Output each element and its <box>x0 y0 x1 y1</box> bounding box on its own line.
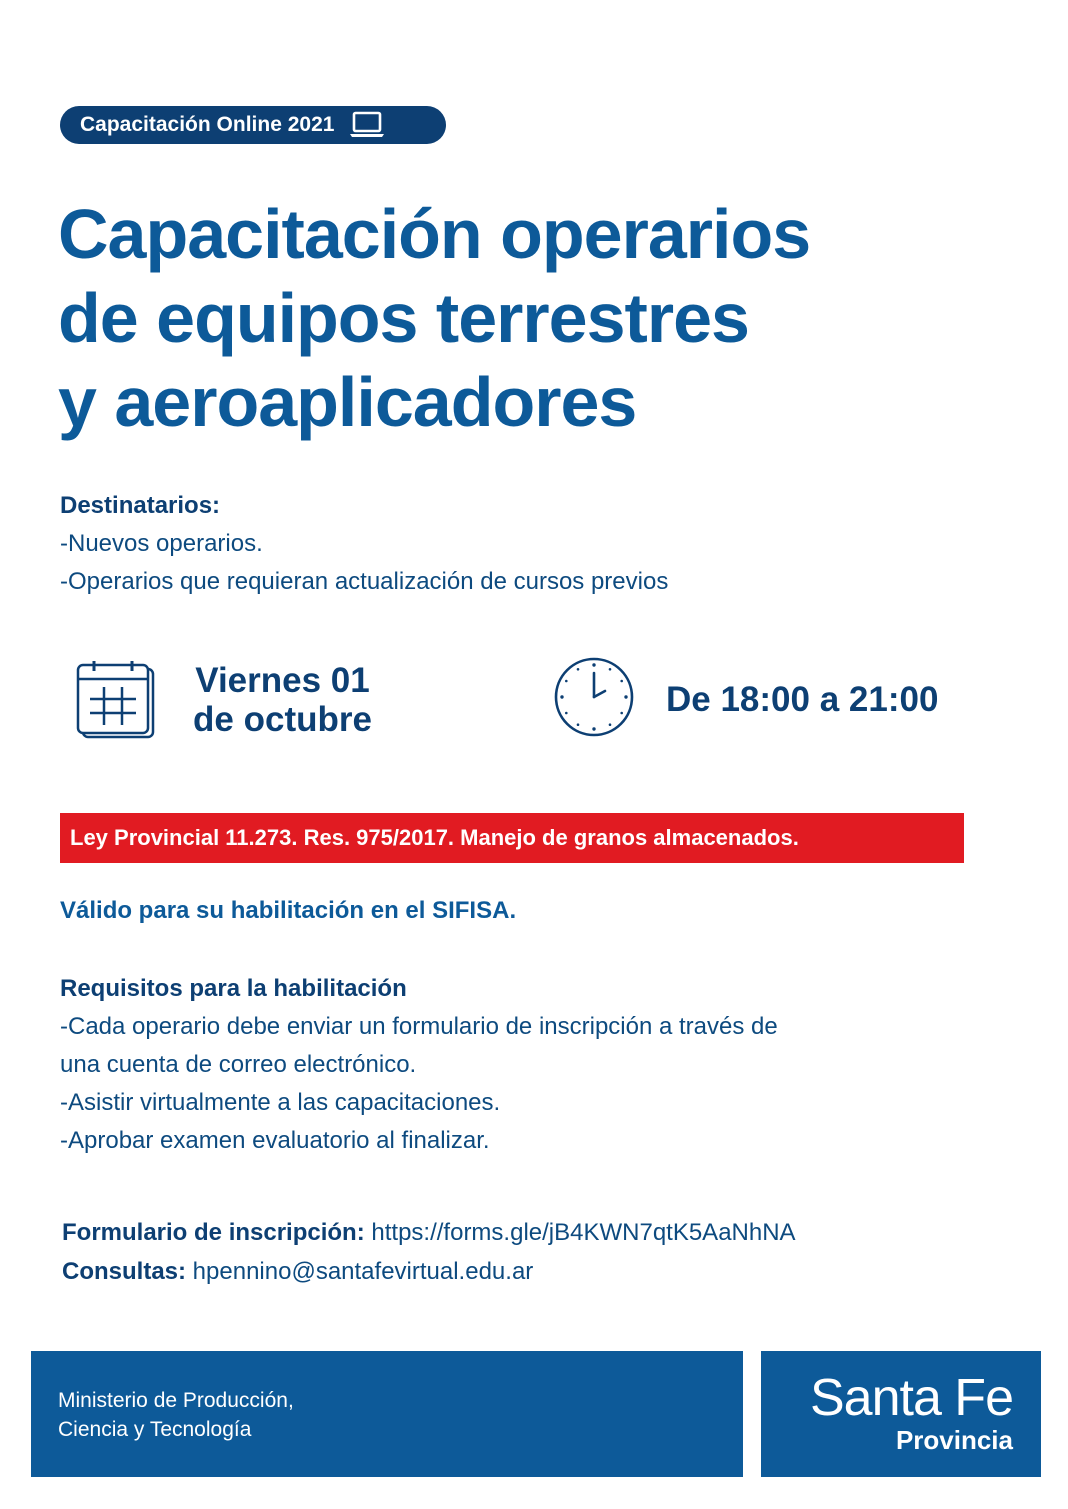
calendar-icon <box>76 660 158 740</box>
requisitos-line: -Cada operario debe enviar un formulario de inscripción a través de <box>60 1013 778 1040</box>
law-banner <box>60 813 964 863</box>
requisitos-heading: Requisitos para la habilitación <box>60 975 407 1002</box>
brand-subtitle: Provincia <box>895 1425 1013 1455</box>
brand-name: Santa Fe <box>809 1369 1013 1427</box>
valid-text: Válido para su habilitación en el SIFISA. <box>60 897 517 924</box>
requisitos-line: -Asistir virtualmente a las capacitaciones. <box>60 1089 501 1116</box>
consult-email-link[interactable]: hpennino@santafevirtual.edu.ar <box>186 1258 534 1285</box>
destinatarios-item: -Nuevos operarios. <box>60 530 263 557</box>
consult-label: Consultas: <box>62 1258 187 1285</box>
destinatarios-item: -Operarios que requieran actualización de cursos previos <box>60 568 669 595</box>
event-time: De 18:00 a 21:00 <box>666 680 939 719</box>
title-line: Capacitación operarios <box>58 195 811 273</box>
destinatarios-section <box>60 487 1020 601</box>
requisitos-line: -Aprobar examen evaluatorio al finalizar. <box>60 1127 490 1154</box>
destinatarios-heading: Destinatarios: <box>60 492 221 519</box>
requisitos-section <box>60 970 1020 1160</box>
laptop-icon <box>348 110 386 140</box>
form-row <box>62 1213 1022 1252</box>
ministry-line: Ciencia y Tecnología <box>58 1418 252 1441</box>
requisitos-line: una cuenta de correo electrónico. <box>60 1051 417 1078</box>
badge-online <box>60 106 446 144</box>
clock-icon <box>553 656 635 738</box>
form-label: Formulario de inscripción: <box>62 1219 365 1246</box>
form-link[interactable]: https://forms.gle/jB4KWN7qtK5AaNhNA <box>364 1219 796 1246</box>
footer-ministry <box>31 1351 743 1477</box>
date-line: de octubre <box>193 700 372 739</box>
title-line: de equipos terrestres <box>58 279 749 357</box>
consult-row <box>62 1252 1022 1291</box>
footer-brand-logo <box>761 1351 1041 1477</box>
title-line: y aeroaplicadores <box>58 363 637 441</box>
badge-label: Capacitación Online 2021 <box>80 113 335 136</box>
law-banner-text: Ley Provincial 11.273. Res. 975/2017. Manejo de granos almacenados. <box>70 825 799 850</box>
ministry-line: Ministerio de Producción, <box>58 1389 294 1412</box>
event-date <box>170 661 395 739</box>
page-title <box>58 192 1058 444</box>
contact-section <box>62 1213 1022 1291</box>
date-line: Viernes 01 <box>195 661 370 700</box>
